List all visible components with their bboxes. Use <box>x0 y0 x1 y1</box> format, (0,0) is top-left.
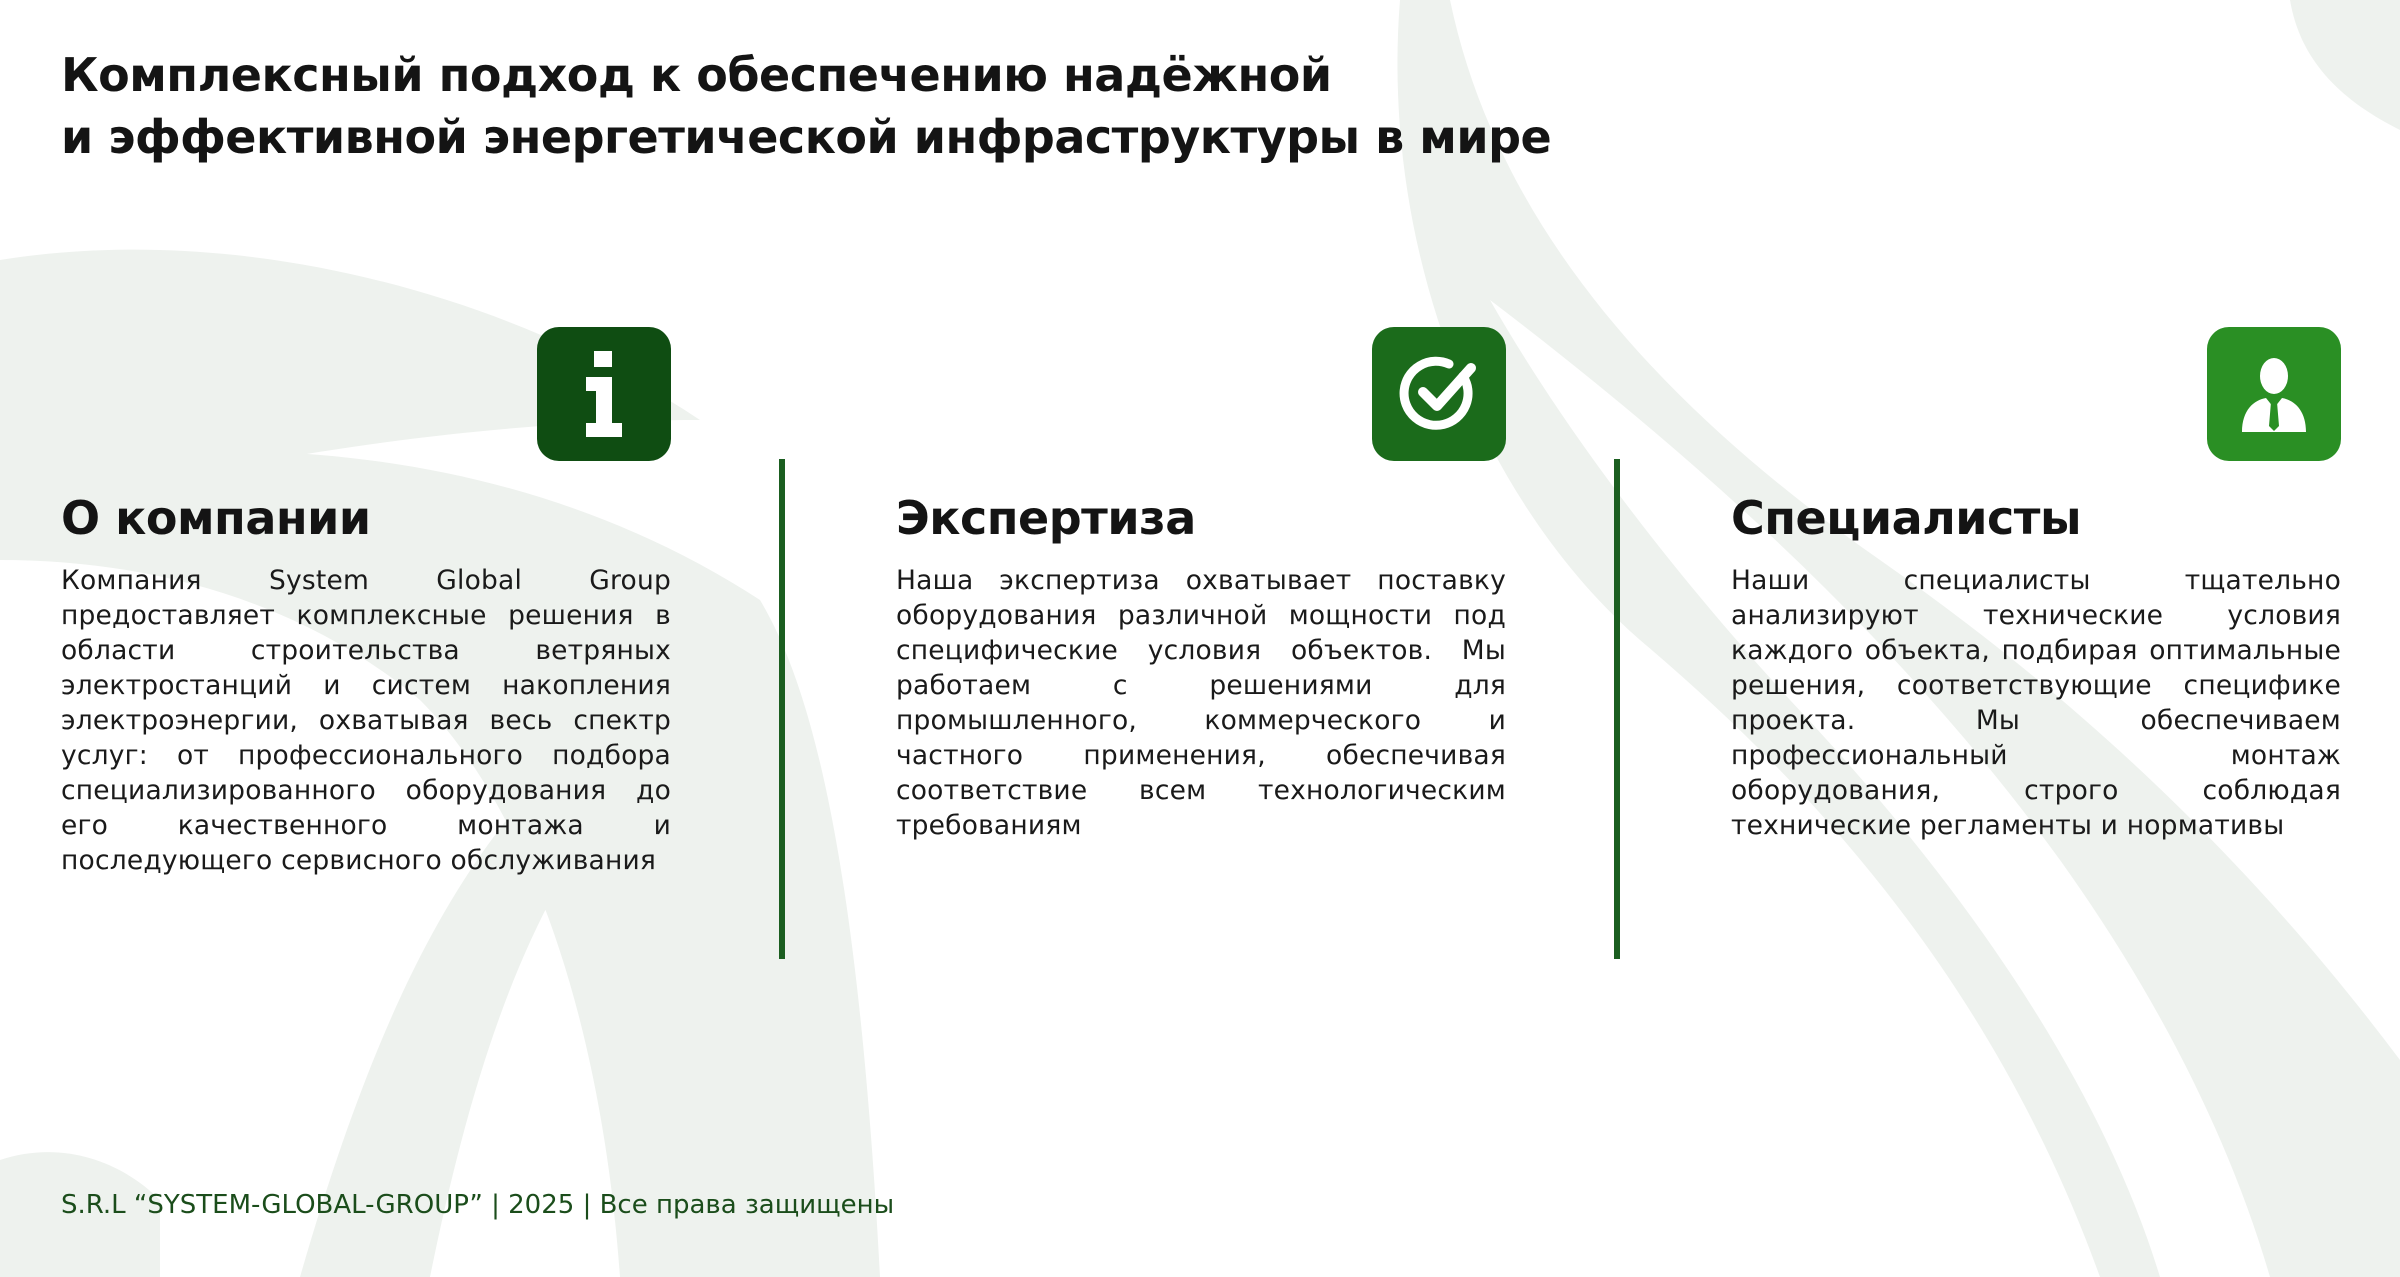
card-expertise <box>896 0 1506 1000</box>
card-about-company <box>61 0 671 1000</box>
specialist-icon <box>2207 327 2341 461</box>
check-circle-icon <box>1372 327 1506 461</box>
card-text-specialists: Наши специалисты тщательно анализируют технические условия каждого объекта, подбирая оптимальные решения, соответствующие специфике проекта. Мы обеспечиваем профессиональный монтаж оборудования, строго соблюдая технические регламенты и нормативы <box>1731 565 2341 841</box>
page-title-line-2: и эффективной энергетической инфраструктуры в мире <box>61 110 1552 164</box>
card-heading-expertise: Экспертиза <box>896 491 1196 545</box>
page-title-line-1: Комплексный подход к обеспечению надёжной <box>61 48 1332 102</box>
column-divider-1 <box>779 459 785 959</box>
column-divider-2 <box>1614 459 1620 959</box>
footer-copyright: S.R.L “SYSTEM-GLOBAL-GROUP” | 2025 | Все права защищены <box>61 1190 895 1220</box>
info-icon <box>537 327 671 461</box>
card-specialists <box>1731 0 2341 1000</box>
card-text-about: Компания System Global Group предоставляет комплексные решения в области строительства ветряных электростанций и систем накопления электроэнергии, охватывая весь спектр услуг: от профессионального подбора специализированного оборудования до его качественного монтажа и последующего сервисного обслуживания <box>61 565 671 876</box>
card-heading-specialists: Специалисты <box>1731 491 2082 545</box>
card-text-expertise: Наша экспертиза охватывает поставку оборудования различной мощности под специфические условия объектов. Мы работаем с решениями для промышленного, коммерческого и частного применения, обеспечивая соответствие всем технологическим требованиям <box>896 565 1506 841</box>
card-heading-about: О компании <box>61 491 371 545</box>
